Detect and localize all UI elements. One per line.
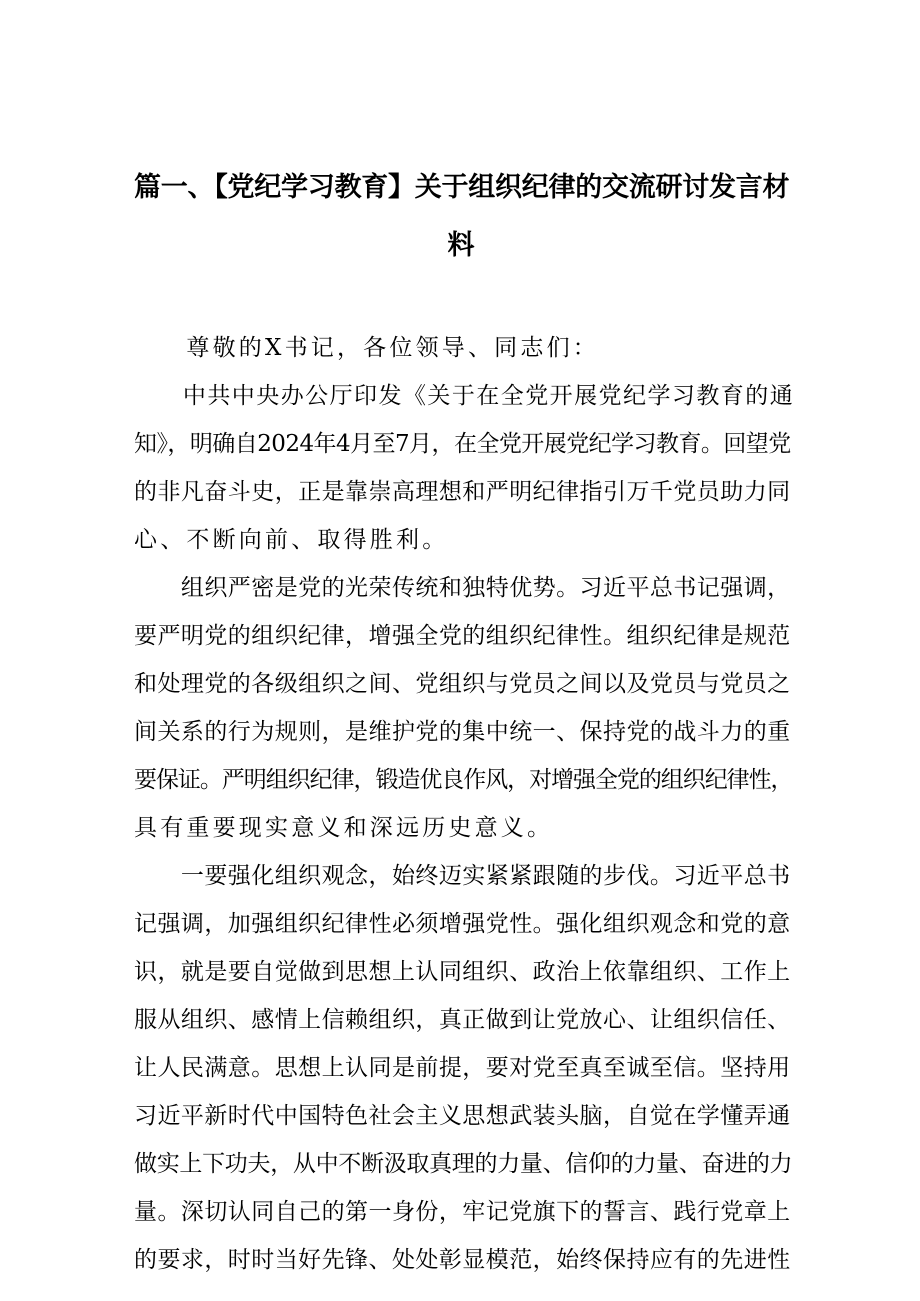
paragraph-3-line-4: 服从组织、感情上信赖组织，真正做到让党放心、让组织信任、: [134, 1007, 791, 1033]
paragraph-1-line-3: 的非凡奋斗史，正是靠崇高理想和严明纪律指引万千党员助力同: [134, 479, 791, 505]
document-title-line-1: 篇一、【党纪学习教育】关于组织纪律的交流研讨发言材: [134, 172, 790, 203]
paragraph-2-line-3: 和处理党的各级组织之间、党组织与党员之间以及党员与党员之: [134, 671, 791, 697]
paragraph-1-line-4: 心、不断向前、取得胜利。: [134, 527, 449, 553]
paragraph-3-line-6: 习近平新时代中国特色社会主义思想武装头脑，自觉在学懂弄通: [134, 1103, 791, 1129]
paragraph-1-line-1: 中共中央办公厅印发《关于在全党开展党纪学习教育的通: [134, 383, 795, 409]
paragraph-2-line-5: 要保证。严明组织纪律，锻造优良作风，对增强全党的组织纪律性，: [134, 767, 793, 793]
paragraph-3-line-9: 的要求，时时当好先锋、处处彰显模范，始终保持应有的先进性: [134, 1247, 791, 1273]
salutation-line: 尊敬的X书记，各位领导、同志们：: [134, 335, 599, 361]
paragraph-3-line-3: 识，就是要自觉做到思想上认同组织、政治上依靠组织、工作上: [134, 959, 791, 985]
paragraph-2-line-1: 组织严密是党的光荣传统和独特优势。习近平总书记强调，: [134, 575, 791, 601]
paragraph-3-line-1: 一要强化组织观念，始终迈实紧紧跟随的步伐。习近平总书: [134, 863, 791, 889]
paragraph-3-line-5: 让人民满意。思想上认同是前提，要对党至真至诚至信。坚持用: [134, 1055, 791, 1081]
paragraph-2-line-6: 具有重要现实意义和深远历史意义。: [134, 815, 554, 841]
paragraph-3-line-2: 记强调，加强组织纪律性必须增强党性。强化组织观念和党的意: [134, 911, 791, 937]
document-title-line-2: 料: [447, 230, 475, 261]
paragraph-2-line-2: 要严明党的组织纪律，增强全党的组织纪律性。组织纪律是规范: [134, 623, 791, 649]
paragraph-2-line-4: 间关系的行为规则，是维护党的集中统一、保持党的战斗力的重: [134, 719, 791, 745]
paragraph-3-line-8: 量。深切认同自己的第一身份，牢记党旗下的誓言、践行党章上: [134, 1199, 791, 1225]
paragraph-3-line-7: 做实上下功夫，从中不断汲取真理的力量、信仰的力量、奋进的力: [134, 1151, 793, 1177]
paragraph-1-line-2: 知》，明确自2024年4月至7月，在全党开展党纪学习教育。回望党: [134, 431, 791, 457]
